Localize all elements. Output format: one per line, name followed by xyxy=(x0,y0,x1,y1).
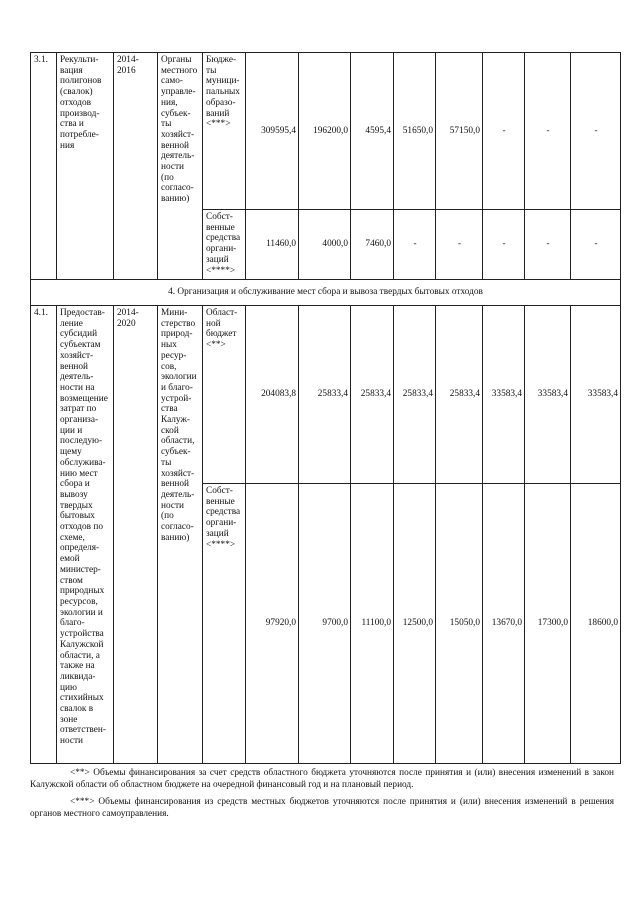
value-2019: 33583,4 xyxy=(525,306,571,484)
value-2019: - xyxy=(525,210,571,280)
value-2016: 51650,0 xyxy=(394,53,436,210)
value-2014: 25833,4 xyxy=(299,306,351,484)
funding-source: Бюдже- ты муници- пальных образо- ваний <***> xyxy=(203,53,246,210)
footnotes xyxy=(30,768,614,826)
value-2019: - xyxy=(525,53,571,210)
value-2014: 9700,0 xyxy=(299,484,351,764)
value-total: 97920,0 xyxy=(246,484,299,764)
footnote-local-budget: <***> Объемы финансирования из средств местных бюджетов уточняются после принятия и (или) внесения изменений в решения органов местного самоуправления. xyxy=(30,797,614,819)
executor: Мини- стерство природ- ных ресур- сов, экологии и благо- устрой- ства Калуж- ской области, субъек- ты хозяйст- венной деятель- ности (по согласо- ванию) xyxy=(158,306,203,764)
value-total: 309595,4 xyxy=(246,53,299,210)
executor: Органы местного само- управле- ния, субъек- ты хозяйст- венной деятель- ности (по согласо- ванию) xyxy=(158,53,203,280)
value-total: 204083,8 xyxy=(246,306,299,484)
measure-name: Предостав- ление субсидий субъектам хозяйст- венной деятель- ности на возмещение затрат по организа- ции и последую- щему обслужива- нию мест сбора и вывозу твердых бытовых отходов по схеме, определя- емой министер- ством природных ресурсов, экологии и благо- устройства Калужской области, а также на ликвида- цию стихийных свалок в зоне ответствен- ности xyxy=(57,306,114,764)
section-title: 4. Организация и обслуживание мест сбора и вывоза твердых бытовых отходов xyxy=(31,280,621,306)
table-row-3-1-municipal xyxy=(31,53,621,210)
measure-name: Рекульти- вация полигонов (свалок) отходов производ- ства и потребле- ния xyxy=(57,53,114,280)
period: 2014- 2020 xyxy=(114,306,158,764)
program-table xyxy=(30,52,621,764)
value-2020: - xyxy=(571,210,621,280)
value-2017: 25833,4 xyxy=(436,306,483,484)
value-2015: 4595,4 xyxy=(351,53,394,210)
value-2019: 17300,0 xyxy=(525,484,571,764)
value-2015: 7460,0 xyxy=(351,210,394,280)
value-2016: - xyxy=(394,210,436,280)
value-2016: 12500,0 xyxy=(394,484,436,764)
table-row-4-1-regional xyxy=(31,306,621,484)
value-2015: 11100,0 xyxy=(351,484,394,764)
value-total: 11460,0 xyxy=(246,210,299,280)
funding-source: Собст- венные средства органи- заций <****> xyxy=(203,484,246,764)
value-2017: 15050,0 xyxy=(436,484,483,764)
value-2017: - xyxy=(436,210,483,280)
value-2016: 25833,4 xyxy=(394,306,436,484)
footnote-regional-budget: <**> Объемы финансирования за счет средств областного бюджета уточняются после принятия и (или) внесения изменений в закон Калужской области об областном бюджете на очередной финансовый год и на плановый период. xyxy=(30,768,614,790)
value-2018: - xyxy=(483,210,525,280)
value-2020: 33583,4 xyxy=(571,306,621,484)
value-2020: 18600,0 xyxy=(571,484,621,764)
funding-source: Област- ной бюджет <**> xyxy=(203,306,246,484)
value-2018: 13670,0 xyxy=(483,484,525,764)
value-2014: 4000,0 xyxy=(299,210,351,280)
value-2015: 25833,4 xyxy=(351,306,394,484)
value-2018: 33583,4 xyxy=(483,306,525,484)
value-2018: - xyxy=(483,53,525,210)
value-2017: 57150,0 xyxy=(436,53,483,210)
period: 2014- 2016 xyxy=(114,53,158,280)
section-header-row xyxy=(31,280,621,306)
row-number: 4.1. xyxy=(31,306,57,764)
row-number: 3.1. xyxy=(31,53,57,280)
funding-source: Собст- венные средства органи- заций <****> xyxy=(203,210,246,280)
value-2020: - xyxy=(571,53,621,210)
value-2014: 196200,0 xyxy=(299,53,351,210)
